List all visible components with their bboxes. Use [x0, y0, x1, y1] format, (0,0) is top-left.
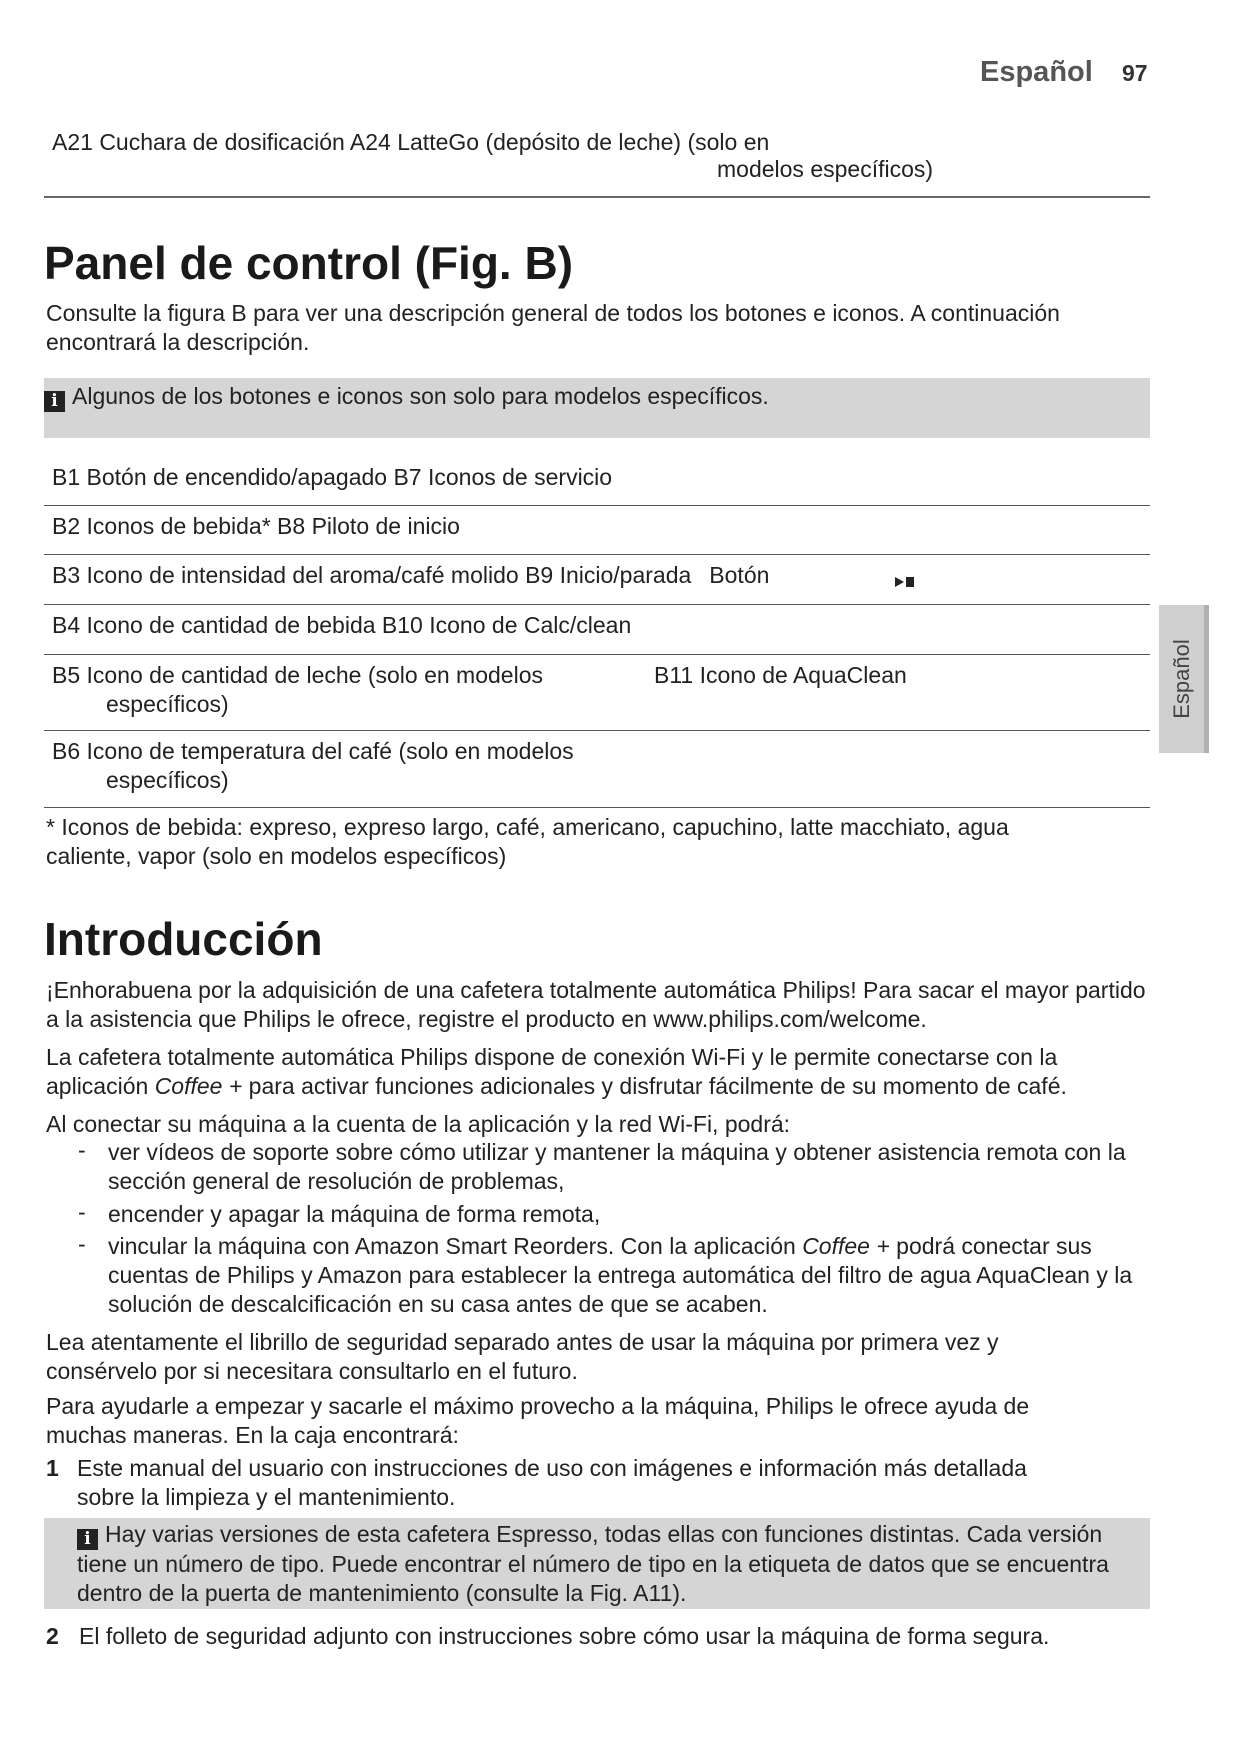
top-row-line1: A21 Cuchara de dosificación A24 LatteGo (depósito de leche) (solo en — [52, 129, 770, 155]
bullet-3b: podrá conectar sus cuentas de Philips y Amazon para establecer la entrega automática del filtro de agua AquaClean y la solución de descalcificación en su casa antes de que se acaben. — [108, 1233, 1133, 1317]
info-icon: i — [44, 391, 65, 412]
language-label: Español — [980, 56, 1093, 88]
note-box-2 — [44, 1518, 1150, 1609]
bullet-3 — [108, 1232, 1148, 1319]
intro-paragraph-2a: La cafetera totalmente automática Philips dispone de conexión Wi-Fi y le permite conectarse con la aplicación — [46, 1044, 1058, 1099]
table-row-b3-extra: Botón — [709, 562, 770, 588]
table-row-b3 — [52, 561, 769, 590]
footnote: * Iconos de bebida: expreso, expreso largo, café, americano, capuchino, latte macchiato, agua caliente, vapor (solo en modelos específicos) — [46, 814, 1009, 869]
bullet-2: encender y apagar la máquina de forma remota, — [108, 1201, 601, 1227]
table-row-b5-line1: B5 Icono de cantidad de leche (solo en modelos — [52, 662, 543, 688]
divider — [44, 807, 1150, 808]
table-row-b2: B2 Iconos de bebida* B8 Piloto de inicio — [52, 513, 460, 539]
bullet-mark: - — [78, 1137, 86, 1163]
list-item-1-text: Este manual del usuario con instrucciones de uso con imágenes e información más detallada sobre la limpieza y el mantenimiento. — [77, 1455, 1027, 1510]
table-row-b5 — [52, 661, 612, 719]
divider — [44, 554, 1150, 555]
table-row-b3-text: B3 Icono de intensidad del aroma/café molido B9 Inicio/parada — [52, 562, 692, 588]
intro-paragraph-5: Para ayudarle a empezar y sacarle el máximo provecho a la máquina, Philips le ofrece ayuda de muchas maneras. En la caja encontrará: — [46, 1393, 1030, 1448]
intro-paragraph-3: Al conectar su máquina a la cuenta de la aplicación y la red Wi-Fi, podrá: — [46, 1111, 791, 1137]
section-title-introduction: Introducción — [44, 913, 323, 965]
top-row-line2: modelos específicos) — [717, 156, 934, 182]
info-icon: i — [77, 1529, 98, 1550]
section-title-control-panel: Panel de control (Fig. B) — [44, 237, 574, 289]
intro-paragraph-2 — [46, 1043, 1156, 1101]
table-row-b6-line1: B6 Icono de temperatura del café (solo en modelos — [52, 738, 574, 764]
bullet-1: ver vídeos de soporte sobre cómo utilizar y mantener la máquina y obtener asistencia remota con la sección general de resolución de problemas, — [108, 1139, 1126, 1194]
side-tab-label: Español — [1168, 639, 1194, 719]
note-text: Algunos de los botones e iconos son solo para modelos específicos. — [72, 383, 769, 409]
table-row-b6-line2: específicos) — [106, 767, 229, 793]
divider — [44, 654, 1150, 655]
bullet-3a: vincular la máquina con Amazon Smart Reorders. Con la aplicación — [108, 1233, 796, 1259]
intro-paragraph-1: ¡Enhorabuena por la adquisición de una cafetera totalmente automática Philips! Para sacar el mayor partido a la asistencia que Philips le ofrece, registre el producto en www.philips.com/welcome. — [46, 977, 1146, 1032]
list-number-1: 1 — [46, 1455, 59, 1481]
table-row-b11: B11 Icono de AquaClean — [654, 662, 907, 688]
note-box — [44, 378, 1150, 438]
bullet-3-app-name: Coffee + — [802, 1233, 890, 1259]
intro-paragraph-4: Lea atentamente el librillo de seguridad separado antes de usar la máquina por primera vez y consérvelo por si necesitara consultarlo en el futuro. — [46, 1329, 999, 1384]
list-item-2: El folleto de seguridad adjunto con instrucciones sobre cómo usar la máquina de forma segura. — [79, 1623, 1050, 1649]
page-number: 97 — [1122, 60, 1148, 86]
bullet-mark: - — [78, 1231, 86, 1257]
divider — [44, 604, 1150, 605]
app-name: Coffee + — [154, 1073, 243, 1099]
list-item-1 — [46, 1454, 1076, 1512]
note-2-text: Hay varias versiones de esta cafetera Espresso, todas ellas con funciones distintas. Cada versión tiene un número de tipo. Puede encontrar el número de tipo en la etiqueta de datos que se encuentra dentro de la puerta de mantenimiento (consulte la Fig. A11). — [77, 1521, 1109, 1606]
start-stop-icon — [894, 575, 916, 594]
divider — [44, 505, 1150, 506]
divider — [44, 196, 1150, 198]
list-number-2: 2 — [46, 1623, 59, 1649]
intro-paragraph-2b: para activar funciones adicionales y disfrutar fácilmente de su momento de café. — [248, 1073, 1067, 1099]
table-row-b1: B1 Botón de encendido/apagado B7 Iconos de servicio — [52, 464, 613, 490]
bullet-mark: - — [78, 1199, 86, 1225]
control-panel-intro: Consulte la figura B para ver una descripción general de todos los botones e iconos. A continuación encontrará la descripción. — [46, 300, 1060, 355]
divider — [44, 730, 1150, 731]
table-row-b4: B4 Icono de cantidad de bebida B10 Icono de Calc/clean — [52, 612, 632, 638]
side-language-tab — [1159, 605, 1209, 753]
table-row-b6 — [52, 737, 672, 795]
table-row-b5-line2: específicos) — [106, 691, 229, 717]
